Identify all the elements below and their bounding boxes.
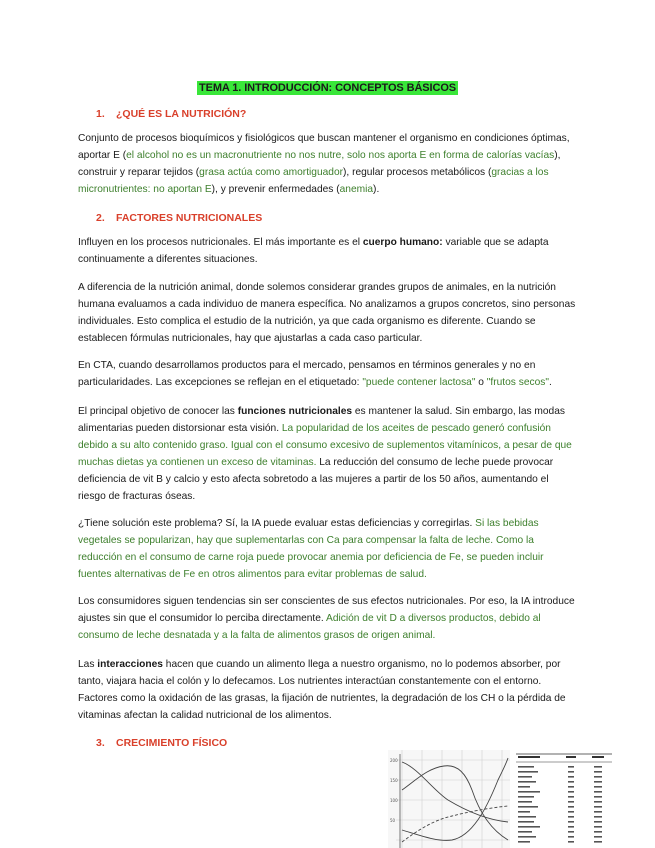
svg-text:50: 50	[390, 818, 396, 823]
paragraph-interactions: Las interacciones hacen que cuando un alimento llega a nuestro organismo, no lo podemos absorber, por tanto, viajara hacia el colón y lo defecamos. Los nutrientes interactúan constantemente con el entorno. Factores como la oxidación de las grasas, la fijación de nutrientes, la degradación de los CH o la pérdida de vitaminas afectan la calidad nutricional de los alimentos.	[78, 659, 566, 721]
section-heading-2	[96, 212, 262, 224]
section-number: 2.	[96, 212, 105, 224]
section-title: ¿QUÉ ES LA NUTRICIÓN?	[116, 108, 247, 120]
section-heading-3	[96, 737, 227, 749]
document-title: TEMA 1. INTRODUCCIÓN: CONCEPTOS BÁSICOS	[198, 82, 457, 94]
section-number: 3.	[96, 737, 105, 749]
section-heading-1	[96, 108, 246, 120]
svg-text:200: 200	[390, 758, 398, 763]
svg-text:100: 100	[390, 798, 398, 803]
paragraph-cta-labeling: En CTA, cuando desarrollamos productos para el mercado, pensamos en términos generales y no en particularidades. Las excepciones se reflejan en el etiquetado: "puede contener lactosa" o "frutos secos".	[78, 360, 552, 388]
paragraph-ia-solution: ¿Tiene solución este problema? Sí, la IA puede evaluar estas deficiencias y corregirlas. Si las bebidas vegetales se popularizan, hay que suplementarlas con Ca para compensar la falta de leche. Como la reducción en el consumo de carne roja puede provocar anemia por deficiencia de Fe, se pueden incluir fuentes alternativas de Fe en otros alimentos para evitar problemas de salud.	[78, 518, 544, 580]
section-title: CRECIMIENTO FÍSICO	[116, 737, 228, 749]
svg-text:150: 150	[390, 778, 398, 783]
growth-chart-figure	[388, 750, 510, 848]
paragraph-nutritional-functions: El principal objetivo de conocer las funciones nutricionales es mantener la salud. Sin embargo, las modas alimentarias pueden distorsionar esta visión. La popularidad de los aceites de pescado generó confusión debido a su alto contenido graso. Igual con el consumo excesivo de suplementos vitamínicos, a pesar de que muchas dietas ya contienen un exceso de vitaminas. La reducción del consumo de leche puede provocar deficiencia de vit B y calcio y esto afecta sobretodo a las mujeres a partir de los 50 años, aumentando el riesgo de fracturas óseas.	[78, 406, 572, 502]
paragraph-factors: Influyen en los procesos nutricionales. El más importante es el cuerpo humano: variable que se adapta continuamente a diferentes situaciones.	[78, 237, 549, 265]
paragraph-nutrition-definition: Conjunto de procesos bioquímicos y fisiológicos que buscan mantener el organismo en condiciones óptimas, aportar E (el alcohol no es un macronutriente no nos nutre, solo nos aporta E en forma de calorías vacías), construir y reparar tejidos (grasa actúa como amortiguador), regular procesos metabólicos (gracias a los micronutrientes: no aportan E), y prevenir enfermedades (anemia).	[78, 133, 570, 195]
section-number: 1.	[96, 108, 105, 120]
nutrient-table-figure	[514, 750, 614, 848]
title-row	[0, 78, 655, 96]
paragraph-consumer-trends: Los consumidores siguen tendencias sin ser conscientes de sus efectos nutricionales. Por eso, la IA introduce ajustes sin que el consumidor lo perciba directamente. Adición de vit D a diversos productos, debido al consumo de leche desnatada y a la falta de alimentos grasos de origen animal.	[78, 596, 575, 641]
paragraph-human-vs-animal: A diferencia de la nutrición animal, donde solemos considerar grandes grupos de animales, en la nutrición humana evaluamos a cada individuo de manera específica. No analizamos a grupos concretos, sino personas individuales. Esto complica el estudio de la nutrición, ya que cada organismo es diferente. Cuando se establecen fórmulas nutricionales, hay que ajustarlas a cada caso particular.	[78, 282, 576, 344]
section-title: FACTORES NUTRICIONALES	[116, 212, 263, 224]
